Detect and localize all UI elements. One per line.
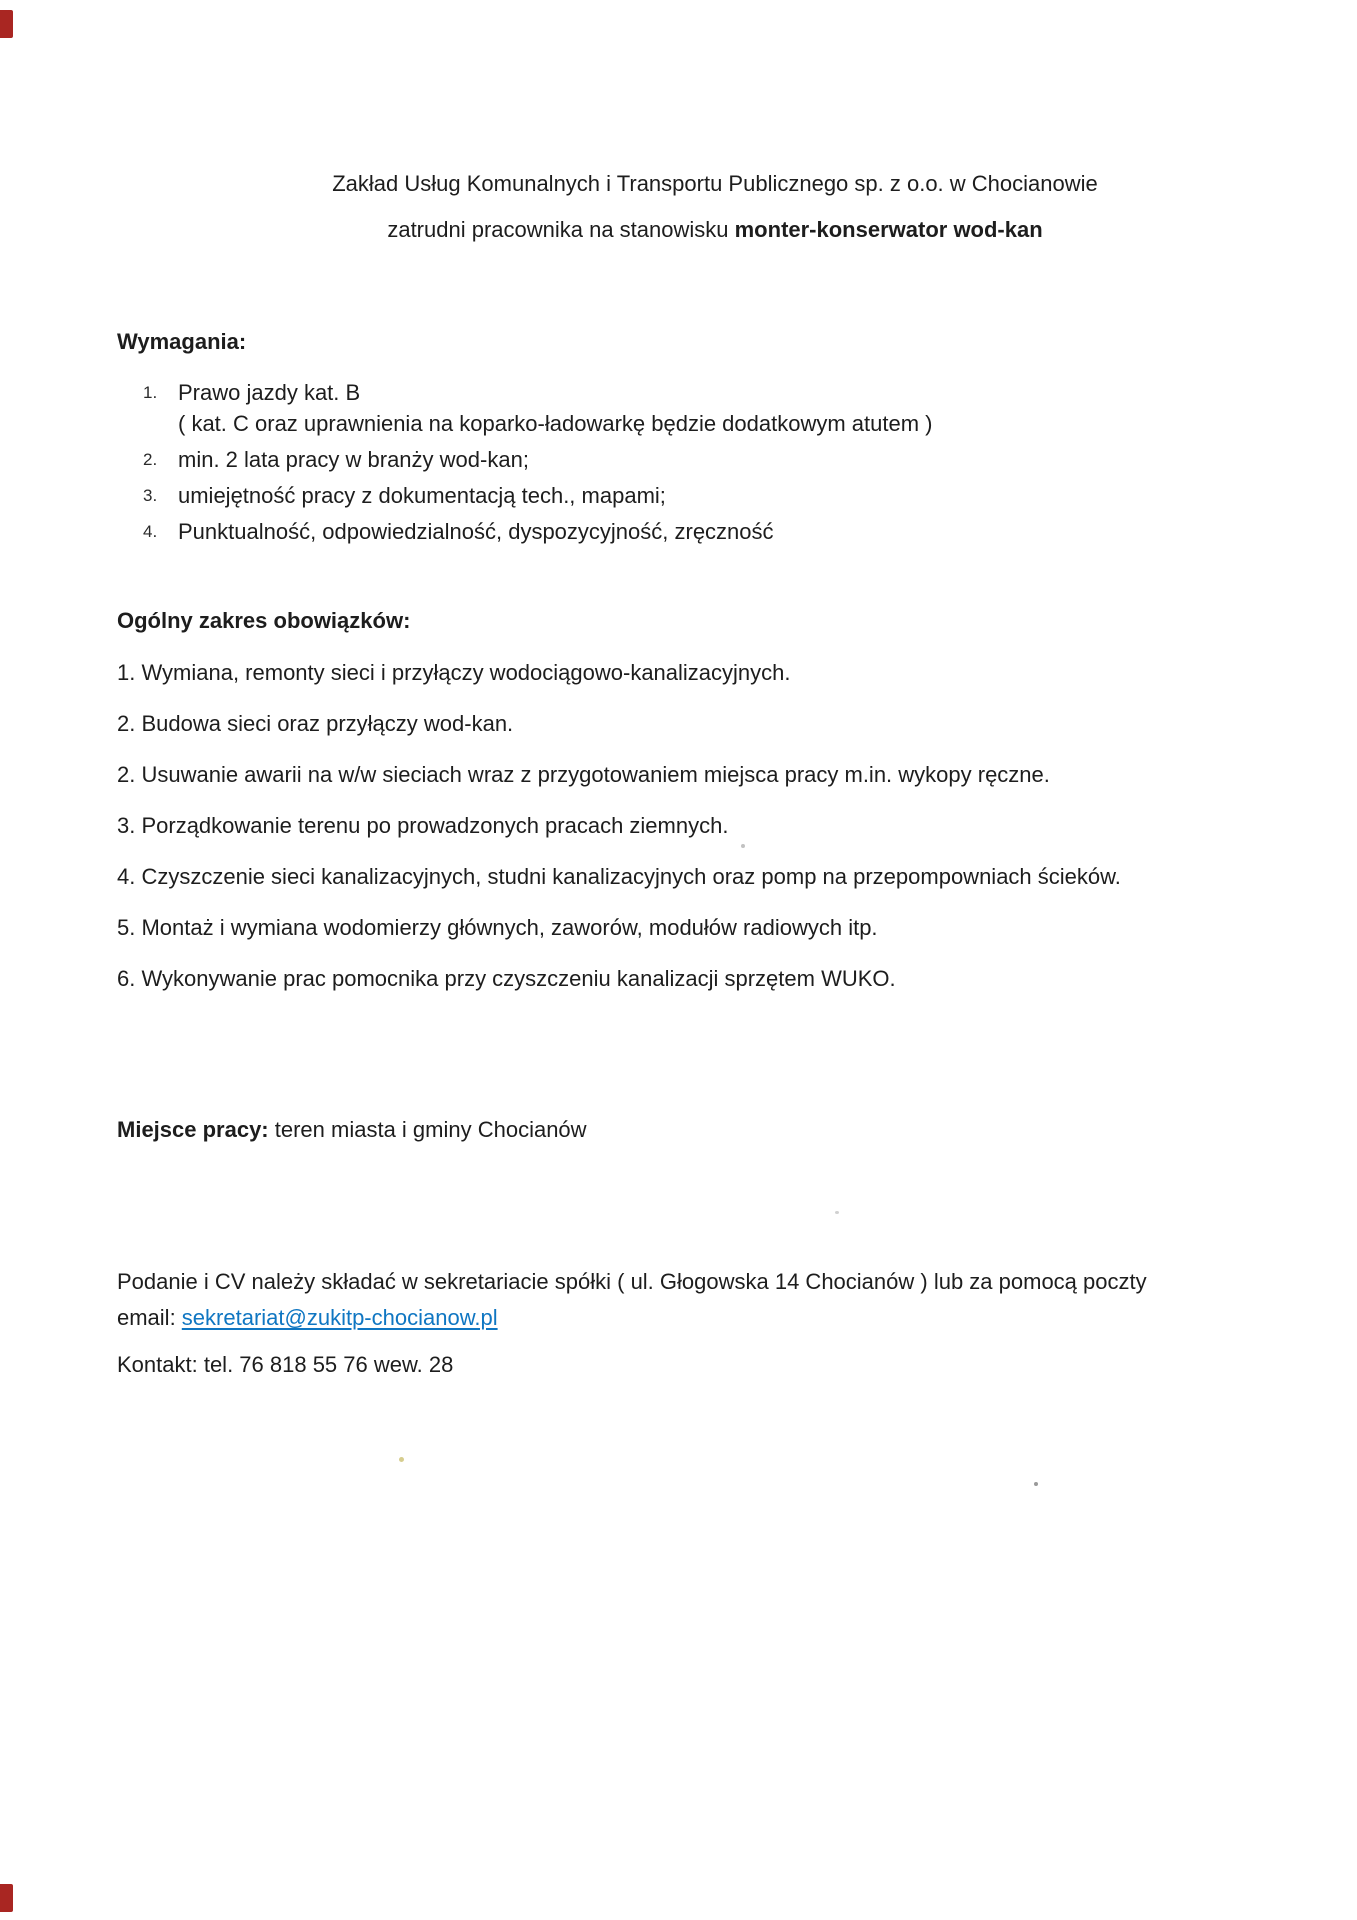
scan-speck — [1034, 1482, 1038, 1486]
application-instructions — [117, 1268, 1302, 1331]
position-title: monter-konserwator wod-kan — [734, 217, 1043, 242]
scan-speck — [399, 1457, 404, 1462]
requirement-text-line: ( kat. C oraz uprawnienia na koparko-ładowarkę będzie dodatkowym atutem ) — [178, 411, 933, 436]
email-link[interactable]: sekretariat@zukitp-chocianow.pl — [181, 1305, 498, 1330]
list-item-text: umiejętność pracy z dokumentacją tech., mapami; — [178, 483, 666, 508]
requirements-list — [143, 377, 1243, 552]
list-item: 4. Czyszczenie sieci kanalizacyjnych, studni kanalizacyjnych oraz pomp na przepompowniach ścieków. — [117, 864, 1121, 889]
list-item: 1. Wymiana, remonty sieci i przyłączy wodociągowo-kanalizacyjnych. — [117, 660, 791, 685]
scan-speck — [835, 1211, 839, 1214]
company-name: Zakład Usług Komunalnych i Transportu Publicznego sp. z o.o. w Chocianowie — [332, 171, 1098, 196]
list-item-number: 1. — [143, 383, 158, 402]
application-text: Podanie i CV należy składać w sekretariacie spółki ( ul. Głogowska 14 Chocianów ) lub za pomocą poczty — [117, 1269, 1147, 1294]
list-item-text: Punktualność, odpowiedzialność, dyspozycyjność, zręczność — [178, 519, 774, 544]
list-item-number: 2. — [143, 450, 158, 469]
email-label: email: — [117, 1305, 182, 1330]
scan-edge-artifact-bottom — [0, 1884, 13, 1912]
contact-line: Kontakt: tel. 76 818 55 76 wew. 28 — [117, 1352, 454, 1377]
scan-speck — [741, 844, 745, 848]
work-location-line — [117, 1116, 587, 1143]
list-item: 6. Wykonywanie prac pomocnika przy czyszczeniu kanalizacji sprzętem WUKO. — [117, 966, 896, 991]
list-item — [143, 516, 1243, 547]
list-item-number: 4. — [143, 522, 158, 541]
list-item: 5. Montaż i wymiana wodomierzy głównych, zaworów, modułów radiowych itp. — [117, 915, 878, 940]
list-item-text: min. 2 lata pracy w branży wod-kan; — [178, 447, 529, 472]
list-item: 2. Usuwanie awarii na w/w sieciach wraz z przygotowaniem miejsca pracy m.in. wykopy ręczne. — [117, 762, 1050, 787]
document-header — [140, 171, 1290, 243]
list-item — [143, 444, 1243, 475]
position-line — [140, 217, 1290, 243]
duties-list — [117, 659, 1302, 1016]
duties-heading: Ogólny zakres obowiązków: — [117, 608, 411, 633]
list-item-number: 3. — [143, 486, 158, 505]
list-item — [143, 480, 1243, 511]
list-item: 3. Porządkowanie terenu po prowadzonych pracach ziemnych. — [117, 813, 729, 838]
scan-edge-artifact-top — [0, 10, 13, 38]
list-item-text — [178, 377, 933, 439]
requirements-heading: Wymagania: — [117, 329, 247, 354]
work-location-value: teren miasta i gminy Chocianów — [268, 1117, 587, 1142]
list-item — [143, 377, 1243, 439]
list-item: 2. Budowa sieci oraz przyłączy wod-kan. — [117, 711, 514, 736]
application-email-line — [117, 1304, 1302, 1331]
requirement-text-line: Prawo jazdy kat. B — [178, 380, 361, 405]
work-location-label: Miejsce pracy: — [117, 1117, 269, 1142]
position-line-text: zatrudni pracownika na stanowisku — [387, 217, 735, 242]
